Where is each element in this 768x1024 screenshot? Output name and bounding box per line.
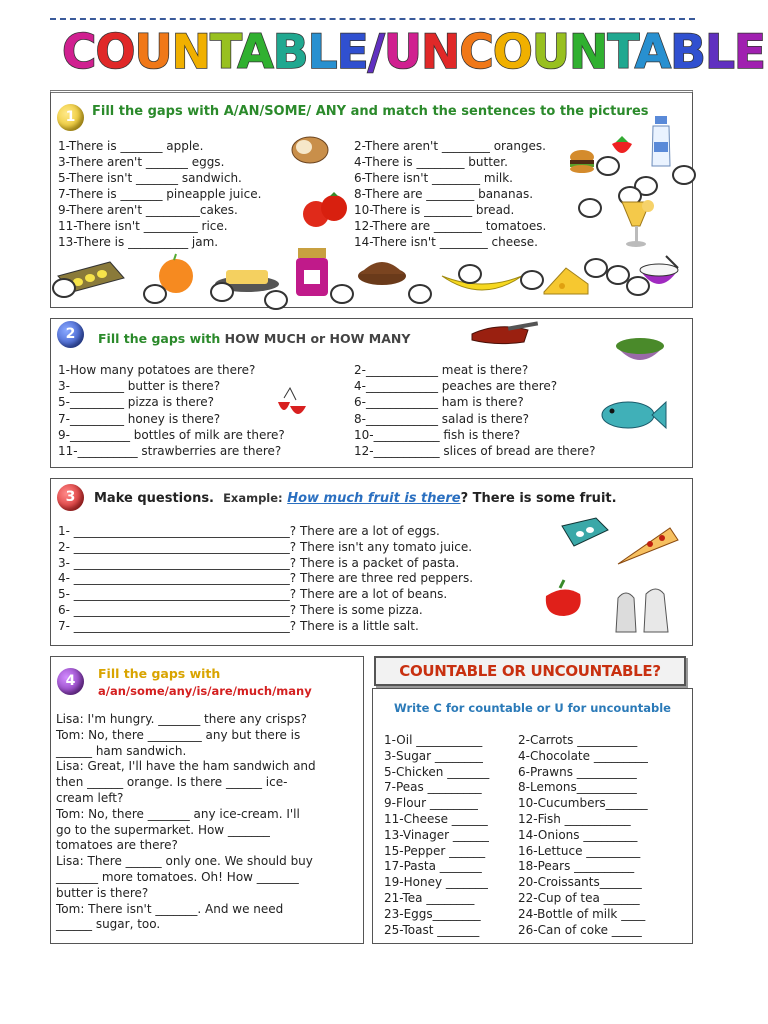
match-circle[interactable]	[408, 284, 432, 304]
exercise-line: 10-___________ fish is there?	[354, 427, 521, 442]
title-letter: E	[733, 25, 766, 80]
exercise-line: 7-There is _______ pineapple juice.	[58, 187, 262, 201]
exercise-line: 1- ____________________________________? There are a lot of eggs.	[58, 524, 440, 538]
exercise-line: 5-There isn't _______ sandwich.	[58, 171, 242, 185]
red-pepper-icon	[540, 578, 586, 620]
dialog-line: ______ ham sandwich.	[56, 743, 187, 758]
meat-icon	[468, 320, 542, 348]
exercise-line: 5- ____________________________________? There are a lot of beans.	[58, 587, 448, 602]
pineapple-juice-icon	[616, 196, 656, 252]
dialog-line: then ______ orange. Is there ______ ice-	[56, 775, 288, 790]
exercise-line: 4-____________ peaches are there?	[354, 379, 558, 394]
section-1-number-badge: 1	[57, 104, 84, 131]
title-letter: N	[421, 25, 460, 80]
dialog-line: ______ sugar, too.	[56, 917, 161, 932]
dialog-line: tomatoes are there?	[56, 838, 178, 853]
exercise-line: 22-Cup of tea ______	[518, 891, 640, 905]
exercise-line: 11-__________ strawberries are there?	[58, 444, 282, 458]
hamburger-icon	[568, 148, 596, 174]
salad-bowl-icon	[612, 328, 668, 370]
exercise-line: 1-There is _______ apple.	[58, 139, 204, 153]
exercise-line: 9-There aren't _________cakes.	[58, 203, 238, 217]
exercise-line: 8-____________ salad is there?	[354, 411, 530, 426]
dialog-line: Lisa: I'm hungry. _______ there any crisps?	[56, 712, 307, 726]
exercise-line: 4-Chocolate _________	[518, 748, 648, 763]
page-title	[62, 22, 766, 84]
exercise-line: 24-Bottle of milk ____	[518, 906, 646, 921]
exercise-line: 6-There isn't ________ milk.	[354, 171, 513, 185]
exercise-line: 2-There aren't ________ oranges.	[354, 139, 546, 153]
exercise-line: 18-Pears __________	[518, 859, 635, 874]
title-letter: B	[272, 25, 308, 80]
exercise-line: 9-__________ bottles of milk are there?	[58, 427, 285, 442]
bananas-icon	[438, 270, 526, 300]
exercise-line: 1-How many potatoes are there?	[58, 363, 256, 377]
section-5-instruction: Write C for countable or U for uncountable	[394, 701, 671, 715]
match-circle[interactable]	[520, 270, 544, 290]
match-circle[interactable]	[210, 282, 234, 302]
title-letter: U	[383, 25, 422, 80]
title-letter: A	[634, 25, 671, 80]
match-circle[interactable]	[264, 290, 288, 310]
dialog-line: Lisa: There ______ only one. We should buy	[56, 854, 313, 869]
match-circle[interactable]	[584, 258, 608, 278]
exercise-line: 10-There is ________ bread.	[354, 203, 515, 217]
jam-jar-icon	[292, 244, 332, 300]
exercise-line: 3-There aren't _______ eggs.	[58, 155, 225, 169]
title-letter: N	[569, 25, 608, 80]
exercise-line: 11-Cheese ______	[384, 812, 488, 826]
exercise-line: 4-There is ________ butter.	[354, 155, 508, 169]
exercise-line: 7-Peas _________	[384, 780, 482, 795]
section-2-number-badge: 2	[57, 321, 84, 348]
match-circle[interactable]	[143, 284, 167, 304]
exercise-line: 12-There are ________ tomatoes.	[354, 219, 547, 233]
section-5-title: COUNTABLE OR UNCOUNTABLE?	[374, 656, 686, 686]
exercise-line: 15-Pepper ______	[384, 843, 486, 858]
title-letter: A	[237, 25, 273, 80]
exercise-line: 6- ____________________________________? There is some pizza.	[58, 603, 423, 617]
pizza-slice-icon	[614, 524, 680, 570]
title-letter: U	[134, 25, 172, 80]
section-3-instruction: Make questions. Example: How much fruit is there? There is some fruit.	[94, 491, 617, 506]
exercise-line: 20-Croissants_______	[518, 875, 642, 890]
title-letter: L	[307, 25, 337, 80]
dialog-line: butter is there?	[56, 885, 149, 900]
bread-icon	[290, 132, 330, 166]
exercise-line: 2-____________ meat is there?	[354, 363, 529, 377]
exercise-line: 1-Oil ___________	[384, 733, 483, 747]
exercise-line: 2- ____________________________________? There isn't any tomato juice.	[58, 539, 473, 554]
exercise-line: 3-_________ butter is there?	[58, 379, 221, 394]
exercise-line: 5-Chicken _______	[384, 764, 490, 779]
title-letter: T	[607, 25, 635, 80]
dialog-line: cream left?	[56, 790, 124, 805]
dialog-line: Tom: No, there _______ any ice-cream. I'll	[56, 806, 300, 821]
exercise-line: 7- ____________________________________? There is a little salt.	[58, 618, 419, 633]
tomatoes-icon	[300, 186, 350, 230]
egg-carton-icon	[560, 516, 610, 550]
dialog-line: Tom: No, there _________ any but there is	[56, 727, 301, 742]
match-circle[interactable]	[330, 284, 354, 304]
title-letter: L	[704, 25, 734, 80]
exercise-line: 17-Pasta _______	[384, 859, 482, 874]
title-letter: O	[492, 25, 532, 80]
title-letter: U	[531, 25, 569, 80]
dialog-line: _______ more tomatoes. Oh! How _______	[56, 869, 299, 884]
exercise-line: 11-There isn't _________ rice.	[58, 219, 228, 233]
title-letter: B	[670, 25, 705, 80]
match-circle[interactable]	[578, 198, 602, 218]
exercise-line: 8-Lemons__________	[518, 780, 637, 795]
exercise-line: 13-There is __________ jam.	[58, 235, 219, 249]
exercise-line: 6-____________ ham is there?	[354, 395, 524, 410]
title-letter: T	[209, 25, 238, 80]
dialog-line: go to the supermarket. How _______	[56, 822, 270, 837]
title-letter: C	[459, 25, 493, 80]
section-4-instruction-b: a/an/some/any/is/are/much/many	[98, 684, 312, 698]
title-letter: O	[95, 25, 135, 80]
exercise-line: 4- ____________________________________? There are three red peppers.	[58, 571, 474, 586]
milk-bottle-icon	[648, 114, 676, 168]
exercise-line: 10-Cucumbers_______	[518, 796, 648, 811]
exercise-line: 12-___________ slices of bread are there?	[354, 444, 596, 458]
section-4-number-badge: 4	[57, 668, 84, 695]
exercise-line: 2-Carrots __________	[518, 733, 638, 747]
exercise-line: 9-Flour ________	[384, 796, 478, 811]
match-circle[interactable]	[52, 278, 76, 298]
exercise-line: 6-Prawns __________	[518, 764, 637, 779]
fish-icon	[598, 396, 668, 434]
salt-shakers-icon	[612, 586, 674, 636]
match-circle[interactable]	[672, 165, 696, 185]
exercise-line: 14-There isn't ________ cheese.	[354, 235, 538, 249]
exercise-line: 13-Vinager ______	[384, 827, 489, 842]
exercise-line: 23-Eggs________	[384, 906, 481, 921]
exercise-line: 19-Honey _______	[384, 875, 488, 890]
section-2-instruction: Fill the gaps with HOW MUCH or HOW MANY	[98, 331, 411, 346]
title-letter: /	[367, 25, 384, 80]
exercise-line: 3-Sugar ________	[384, 748, 483, 763]
exercise-line: 14-Onions _________	[518, 827, 638, 842]
section-3-number-badge: 3	[57, 484, 84, 511]
top-dashed-border	[50, 18, 695, 20]
exercise-line: 12-Fish ___________	[518, 812, 631, 826]
title-letter: E	[336, 25, 368, 80]
section-1-instruction: Fill the gaps with A/AN/SOME/ ANY and match the sentences to the pictures	[92, 104, 649, 119]
title-letter: C	[62, 25, 96, 80]
match-circle[interactable]	[458, 264, 482, 284]
match-circle[interactable]	[596, 156, 620, 176]
dialog-line: Lisa: Great, I'll have the ham sandwich and	[56, 759, 316, 774]
exercise-line: 16-Lettuce _________	[518, 843, 641, 858]
exercise-line: 21-Tea ________	[384, 891, 475, 905]
cake-icon	[354, 252, 410, 288]
title-letter: N	[171, 25, 210, 80]
exercise-line: 26-Can of coke _____	[518, 922, 642, 937]
exercise-line: 5-_________ pizza is there?	[58, 395, 215, 410]
strawberries-icon	[274, 384, 308, 422]
exercise-line: 7-_________ honey is there?	[58, 411, 221, 426]
section-4-instruction-a: Fill the gaps with	[98, 666, 221, 681]
exercise-line: 3- ____________________________________? There is a packet of pasta.	[58, 555, 460, 570]
section-4-dialog	[56, 712, 356, 933]
exercise-line: 25-Toast _______	[384, 922, 480, 937]
dialog-line: Tom: There isn't _______. And we need	[56, 901, 284, 916]
exercise-line: 8-There are ________ bananas.	[354, 187, 534, 201]
match-circle[interactable]	[626, 276, 650, 296]
